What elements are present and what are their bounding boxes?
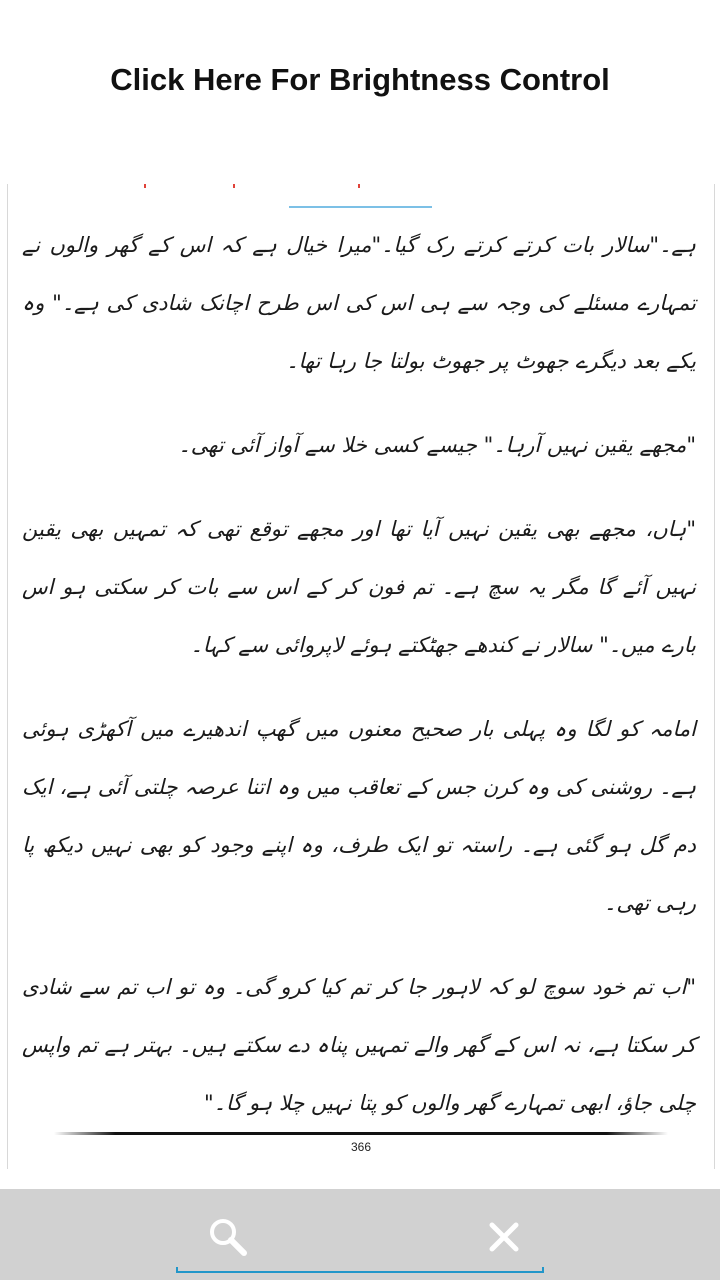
paragraph: "اب تم خود سوچ لو کہ لاہور جا کر تم کیا کرو گی۔ وہ تو اب تم سے شادی کر سکتا ہے، نہ اس کے گھر والے تمہیں پناہ دے سکتے ہیں۔ بہتر ہے تم واپس چلی جاؤ، ابھی تمہارے گھر والوں کو پتا نہیں چلا ہو گا۔" <box>22 975 696 1115</box>
header <box>0 0 720 180</box>
close-button[interactable] <box>476 1209 532 1265</box>
brightness-control-button[interactable]: Click Here For Brightness Control <box>110 62 610 97</box>
paragraph: امامہ کو لگا وہ پہلی بار صحیح معنوں میں گھپ اندھیرے میں آکھڑی ہوئی ہے۔ روشنی کی وہ کرن جس کے تعاقب میں وہ اتنا عرصہ چلتی آئی ہے، ایک دم گل ہو گئی ہے۔ راستہ تو ایک طرف، وہ اپنے وجود کو بھی نہیں دیکھ پا رہی تھی۔ <box>22 717 696 915</box>
red-mark <box>144 184 146 188</box>
footer-rule <box>54 1132 668 1135</box>
search-icon <box>206 1215 250 1259</box>
paragraph: ہے۔"سالار بات کرتے کرتے رک گیا۔"میرا خیال ہے کہ اس کے گھر والوں نے تمہارے مسئلے کی وجہ سے ہی اس کی اس طرح اچانک شادی کی ہے۔" وہ یکے بعد دیگرے جھوٹ پر جھوٹ بولتا جا رہا تھا۔ <box>22 233 696 373</box>
blue-rule <box>289 206 432 208</box>
close-icon <box>487 1220 521 1254</box>
page-number: 366 <box>350 1140 372 1154</box>
search-button[interactable] <box>200 1209 256 1265</box>
bottom-toolbar <box>0 1189 720 1280</box>
paragraph: "ہاں، مجھے بھی یقین نہیں آیا تھا اور مجھے توقع تھی کہ تمہیں بھی یقین نہیں آئے گا مگر یہ سچ ہے۔ تم فون کر کے اس سے بات کر سکتی ہو اس بارے میں۔" سالار نے کندھے جھٹکتے ہوئے لاپروائی سے کہا۔ <box>22 517 696 657</box>
book-page <box>7 184 715 1169</box>
paragraph: "مجھے یقین نہیں آرہا۔" جیسے کسی خلا سے آواز آئی تھی۔ <box>178 433 696 457</box>
toolbar-underline <box>176 1267 544 1273</box>
red-mark <box>233 184 235 188</box>
page-text <box>22 216 696 1158</box>
red-mark <box>358 184 360 188</box>
